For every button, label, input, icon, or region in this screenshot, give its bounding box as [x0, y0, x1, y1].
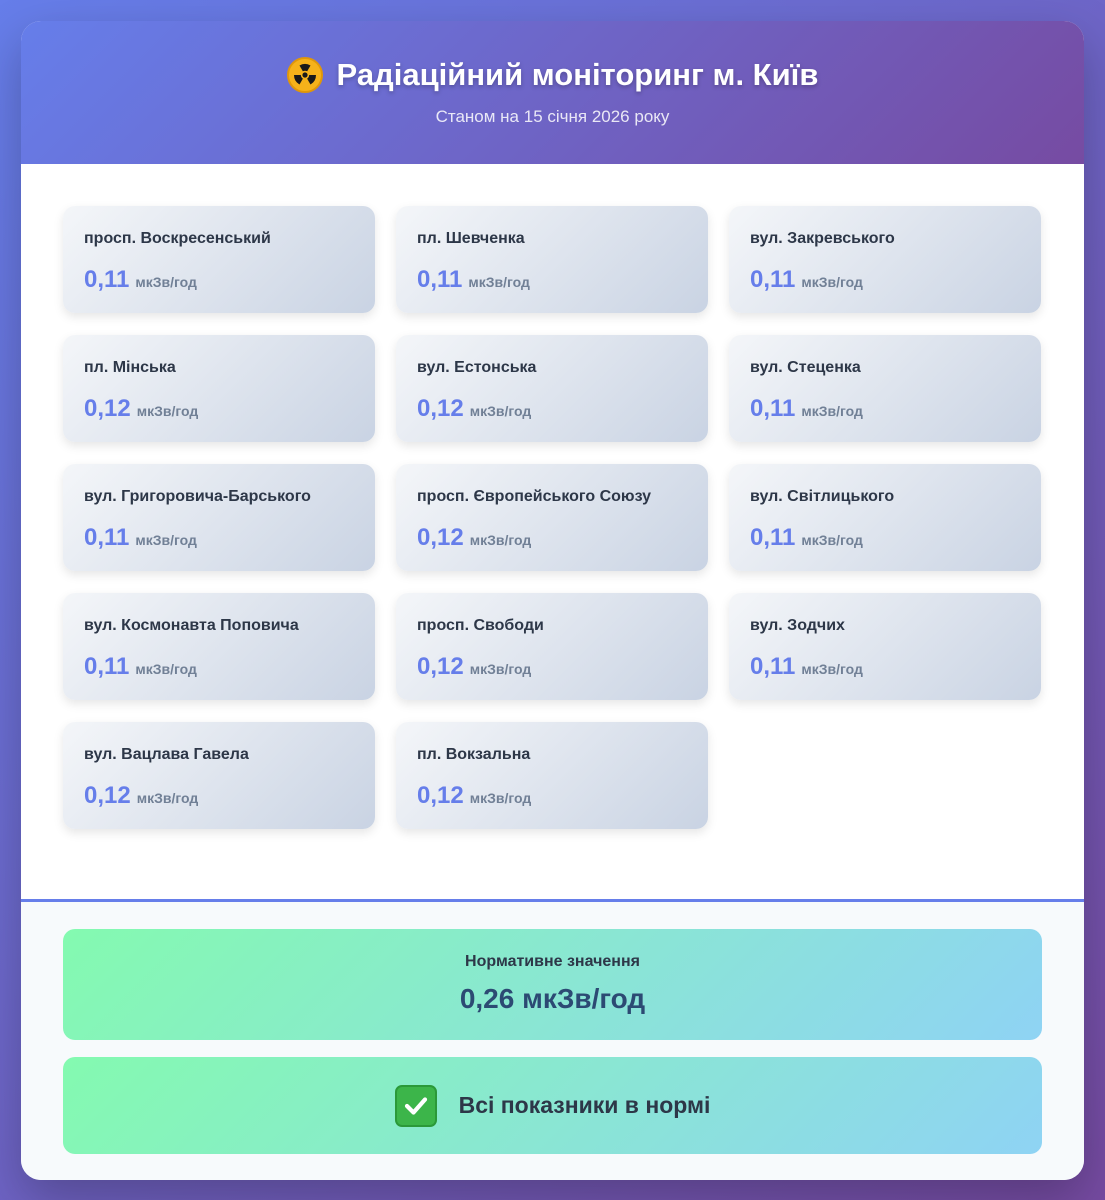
station-unit: мкЗв/год: [801, 661, 863, 677]
station-reading: [417, 266, 687, 294]
summary-section: [21, 899, 1084, 1180]
station-name: пл. Мінська: [84, 359, 176, 376]
station-name: вул. Естонська: [417, 359, 537, 376]
station-value: 0,11: [84, 266, 130, 293]
status-text: Всі показники в нормі: [458, 1092, 711, 1118]
check-mark-icon: [395, 1085, 437, 1127]
station-value: 0,11: [84, 524, 130, 551]
station-unit: мкЗв/год: [135, 274, 197, 290]
station-unit: мкЗв/год: [469, 790, 532, 806]
station-reading: [750, 524, 1020, 552]
station-reading: [84, 524, 354, 552]
station-name: вул. Григоровича-Барського: [84, 488, 311, 505]
station-unit: мкЗв/год: [801, 274, 863, 290]
station-value: 0,11: [750, 653, 796, 680]
station-unit: мкЗв/год: [469, 403, 532, 419]
station-reading: [84, 395, 354, 423]
station-unit: мкЗв/год: [135, 532, 197, 548]
station-tile: [396, 722, 708, 829]
station-value: 0,11: [750, 266, 796, 293]
station-unit: мкЗв/год: [135, 661, 197, 677]
station-name: просп. Європейського Союзу: [417, 488, 652, 505]
radioactive-icon: [287, 57, 323, 93]
norm-box: [63, 929, 1042, 1040]
station-unit: мкЗв/год: [136, 403, 199, 419]
station-value: 0,11: [84, 653, 130, 680]
status-box: [63, 1057, 1042, 1154]
station-reading: [84, 782, 354, 810]
station-value: 0,12: [84, 782, 131, 809]
station-tile: [63, 722, 375, 829]
station-value: 0,11: [417, 266, 463, 293]
station-name: пл. Шевченка: [417, 230, 525, 247]
station-tile: [396, 335, 708, 442]
station-unit: мкЗв/год: [136, 790, 199, 806]
station-tile: [396, 593, 708, 700]
station-unit: мкЗв/год: [468, 274, 530, 290]
station-name: просп. Свободи: [417, 617, 544, 634]
station-reading: [84, 653, 354, 681]
station-reading: [84, 266, 354, 294]
station-unit: мкЗв/год: [801, 403, 863, 419]
station-value: 0,12: [417, 653, 464, 680]
station-tile: [396, 206, 708, 313]
station-reading: [417, 524, 687, 552]
station-tile: [729, 464, 1041, 571]
station-tile: [729, 335, 1041, 442]
station-reading: [417, 395, 687, 423]
station-name: вул. Космонавта Поповича: [84, 617, 299, 634]
station-reading: [417, 653, 687, 681]
station-tile: [729, 593, 1041, 700]
date-subtitle: Станом на 15 січня 2026 року: [435, 107, 670, 126]
monitoring-card: [21, 21, 1084, 1180]
station-reading: [750, 395, 1020, 423]
station-name: вул. Стеценка: [750, 359, 861, 376]
norm-label: Нормативне значення: [465, 953, 640, 970]
station-tile: [63, 335, 375, 442]
station-name: вул. Світлицького: [750, 488, 895, 505]
station-tile: [63, 464, 375, 571]
station-reading: [417, 782, 687, 810]
station-value: 0,12: [417, 524, 464, 551]
station-tile: [63, 593, 375, 700]
page-title: Радіаційний моніторинг м. Київ: [336, 57, 819, 92]
station-reading: [750, 266, 1020, 294]
station-value: 0,11: [750, 395, 796, 422]
station-value: 0,12: [417, 782, 464, 809]
station-unit: мкЗв/год: [469, 661, 532, 677]
station-reading: [750, 653, 1020, 681]
station-name: пл. Вокзальна: [417, 746, 531, 763]
station-unit: мкЗв/год: [469, 532, 532, 548]
stations-grid: [63, 206, 1041, 829]
norm-value: 0,26 мкЗв/год: [459, 983, 646, 1014]
station-name: просп. Воскресенський: [84, 230, 271, 247]
station-tile: [396, 464, 708, 571]
station-value: 0,11: [750, 524, 796, 551]
station-tile: [63, 206, 375, 313]
station-name: вул. Вацлава Гавела: [84, 746, 249, 763]
station-tile: [729, 206, 1041, 313]
station-unit: мкЗв/год: [801, 532, 863, 548]
title-row: [21, 57, 1084, 93]
station-name: вул. Зодчих: [750, 617, 845, 634]
station-value: 0,12: [417, 395, 464, 422]
station-name: вул. Закревського: [750, 230, 895, 247]
station-value: 0,12: [84, 395, 131, 422]
header: [21, 21, 1084, 164]
